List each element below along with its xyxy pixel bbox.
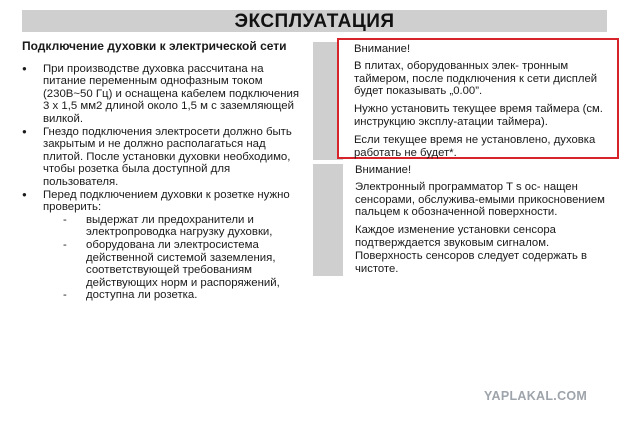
sensor-notice — [343, 164, 617, 280]
bullet-item: ● Гнездо подключения электросети должно быть закрытым и не должно располагаться над плитой. После установки духовки необходимо, чтобы розетка была доступной для пользователя. — [22, 126, 304, 189]
header-bar — [22, 10, 607, 32]
check-item: - оборудована ли электросистема действенной системой заземления, соответствующей требованиям действующих норм и распоряжений, — [43, 239, 304, 289]
bullet-item-text: Перед подключением духовки к розетке нужно проверить: — [43, 188, 290, 214]
notice-paragraph: Если текущее время не установлено, духовка работать не будет*. — [354, 133, 596, 159]
check-list — [43, 214, 304, 302]
notice-paragraph: Нужно установить текущее время таймера (см. инструкцию эксплу-атации таймера). — [354, 103, 603, 128]
notice-title: Внимание! — [355, 164, 412, 176]
timer-notice-box — [337, 38, 619, 159]
notice-paragraph: В плитах, оборудованных элек- тронным таймером, после подключения к сети дисплей будет показывать „0.00”. — [354, 59, 598, 98]
check-item: - доступна ли розетка. — [43, 289, 304, 302]
check-item: - выдержат ли предохранители и электропроводка нагрузку духовки, — [43, 214, 304, 239]
watermark: YAPLAKAL.COM — [484, 389, 588, 403]
notice-paragraph: Каждое изменение установки сенсора подтверждается звуковым сигналом. Поверхность сенсоров следует содержать в чистоте. — [355, 224, 588, 275]
bullet-list — [22, 63, 304, 302]
notice-marker-strip — [313, 164, 343, 276]
notice-paragraph: Электронный программатор T s ос- нащен сенсорами, обслужива-емыми прикосновением пальцем к обозначенной поверхности. — [355, 180, 605, 219]
page-title: ЭКСПЛУАТАЦИЯ — [234, 11, 395, 32]
left-column — [22, 40, 304, 302]
bullet-item — [22, 189, 304, 302]
section-heading: Подключение духовки к электрической сети — [22, 39, 287, 53]
notice-title: Внимание! — [354, 43, 411, 55]
bullet-item: ● При производстве духовка рассчитана на питание переменным однофазным током (230В~50 Гц) и оснащена кабелем подключения 3 x 1,5 мм2 длиной около 1,5 м с заземляющей вилкой. — [22, 63, 304, 126]
